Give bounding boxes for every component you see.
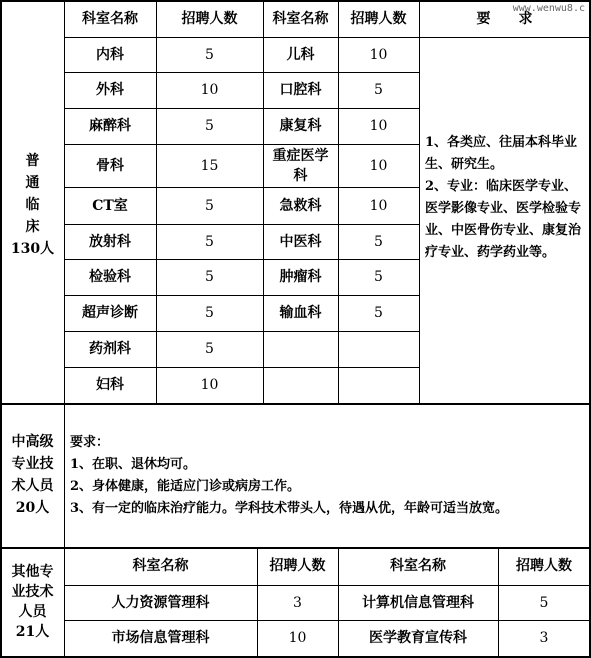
section-title-line: 中高级 [11,434,54,450]
section-title-line: 业技术 [11,583,54,600]
grid-line [0,0,2,658]
grid-line [64,620,590,621]
requirement-line: 1、各类应、往届本科毕业生、研究生。 [425,135,578,172]
recruit-count: 3 [293,594,302,611]
grid-line [338,547,339,657]
header-cell: 科室名称 [82,11,138,27]
department-name: 妇科 [96,377,124,393]
section-title-line: 临 [25,197,40,213]
header-cell: 招聘人数 [516,558,572,574]
recruit-count: 5 [205,233,214,250]
grid-line [589,0,591,658]
grid-line [0,403,591,405]
department-name: 放射科 [89,233,131,250]
recruit-count: 5 [205,46,214,63]
requirement-line: 2、身体健康，能适应门诊或病房工作。 [70,479,301,494]
section-title-line: 床 [25,219,40,235]
grid-line [257,547,258,657]
grid-line [64,108,419,109]
grid-line [64,331,419,332]
recruit-count: 5 [205,197,214,214]
recruit-count: 10 [200,82,219,98]
department-name: 口腔科 [279,82,322,98]
recruit-count: 15 [200,157,219,174]
department-name: 重症医学科 [272,147,329,184]
recruit-count: 10 [200,377,219,393]
header-cell: 科室名称 [132,558,189,574]
recruit-count: 5 [374,269,383,285]
department-name: 内科 [96,46,124,63]
department-name: 儿科 [286,46,315,63]
grid-line [64,187,419,188]
requirement-line: 要求： [70,435,110,450]
grid-line [156,0,157,403]
grid-line [0,547,591,549]
grid-line [419,37,590,38]
department-name: 检验科 [89,269,131,285]
department-name [263,367,338,403]
department-name: 康复科 [279,118,322,134]
department-name: CT室 [92,197,128,214]
recruit-count [338,367,419,403]
grid-line [64,403,65,547]
header-cell: 科室名称 [390,558,446,574]
grid-line [64,0,65,403]
section-title-line: 通 [25,175,40,191]
requirement-line: 1、在职、退休均可。 [70,457,197,472]
grid-line [64,72,419,73]
recruit-count: 10 [288,630,307,646]
grid-line [498,547,499,657]
grid-line [64,367,419,368]
section-title-line: 普 [25,153,40,169]
department-name: 医学教育宣传科 [369,630,467,646]
section-title-line: 术人员 [11,478,54,494]
department-name: 中医科 [279,233,322,250]
recruit-count: 5 [205,118,214,134]
recruit-count: 3 [539,630,549,646]
recruit-count: 10 [369,46,388,63]
recruit-count: 5 [374,82,383,98]
requirements-text [66,432,588,532]
grid-line [64,547,65,657]
department-name: 计算机信息管理科 [362,594,474,611]
section-title-line: 人员 [18,603,47,620]
department-name [263,331,338,367]
requirements-text [421,132,588,292]
department-name: 麻醉科 [89,118,131,134]
recruit-count: 10 [369,197,388,214]
grid-line [338,0,339,403]
recruit-count: 10 [369,157,388,174]
department-name: 急救科 [279,197,322,214]
grid-line [64,37,419,38]
section-title [1,1,64,403]
watermark-text: www.wenwu8.c [512,3,585,14]
section-title [1,403,64,547]
section-title-line: 专业技 [11,456,54,472]
recruit-count: 5 [374,305,383,321]
section-title-line: 130人 [10,241,55,257]
header-cell: 科室名称 [272,11,329,27]
department-name: 骨科 [96,157,124,174]
section-title-line: 21人 [15,623,50,640]
section-title-line: 20人 [15,500,50,516]
header-cell: 招聘人数 [350,11,407,27]
grid-line [263,0,264,403]
grid-line [64,259,419,260]
grid-line [64,144,419,145]
section-title-line: 其他专 [11,563,54,580]
department-name: 药剂科 [89,341,131,357]
recruit-count [338,331,419,367]
recruit-count: 5 [205,341,214,357]
grid-line [419,0,420,403]
header-cell: 招聘人数 [269,558,326,574]
department-name: 肿瘤科 [279,269,322,285]
recruit-count: 5 [374,233,383,250]
header-cell: 要 求 [476,11,533,27]
grid-line [0,0,591,2]
department-name: 超声诊断 [82,305,138,321]
grid-line [64,585,590,586]
department-name: 人力资源管理科 [111,594,210,611]
requirement-line: 3、有一定的临床治疗能力。学科技术带头人，待遇从优，年龄可适当放宽。 [70,501,509,516]
recruit-count: 5 [205,305,214,321]
department-name: 市场信息管理科 [111,630,210,646]
recruit-count: 5 [539,594,549,611]
grid-line [64,224,419,225]
department-name: 外科 [96,82,124,98]
header-cell: 招聘人数 [181,11,238,27]
recruit-count: 10 [369,118,388,134]
recruit-count: 5 [205,269,214,285]
section-title [1,547,64,656]
grid-line [0,656,591,658]
grid-line [64,295,419,296]
department-name: 输血科 [279,305,322,321]
requirement-line: 2、专业：临床医学专业、医学影像专业、医学检验专业、中医骨伤专业、康复治疗专业、药学药业等。 [425,179,582,260]
